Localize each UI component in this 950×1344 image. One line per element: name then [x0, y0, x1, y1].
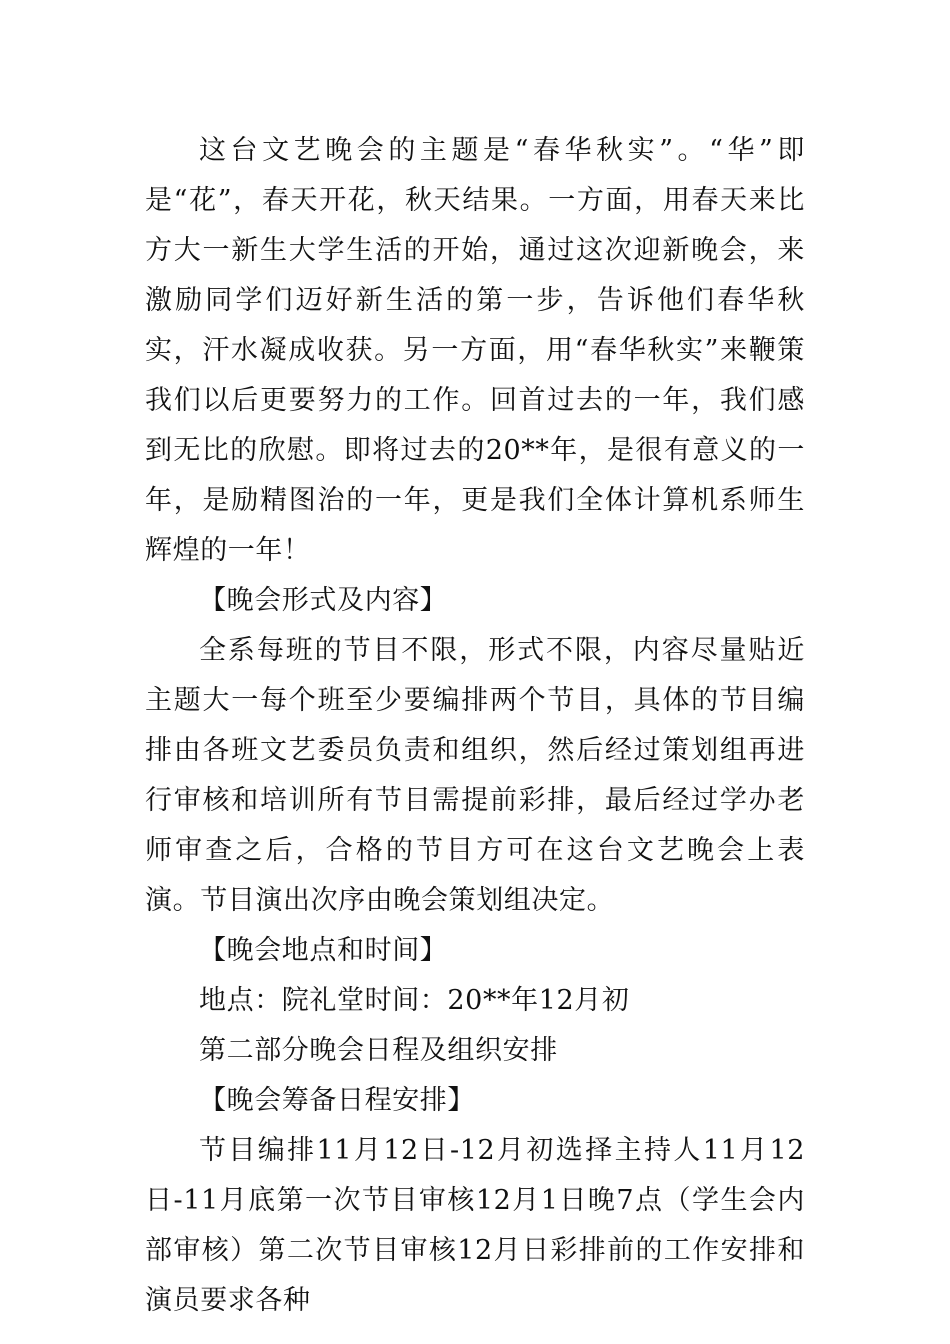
- venue-time-line: 地点：院礼堂时间：20**年12月初: [199, 985, 630, 1016]
- theme-paragraph: 这台文艺晚会的主题是“春华秋实”。“华”即是“花”，春天开花，秋天结果。一方面，用春天来比方大一新生大学生活的开始，通过这次迎新晚会，来激励同学们迈好新生活的第一步，告诉他们春华秋实，汗水凝成收获。另一方面，用“春华秋实”来鞭策我们以后更要努力的工作。回首过去的一年，我们感到无比的欣慰。即将过去的20**年，是很有意义的一年，是励精图治的一年，更是我们全体计算机系师生辉煌的一年！: [145, 135, 805, 566]
- schedule-paragraph: 节目编排11月12日-12月初选择主持人11月12日-11月底第一次节目审核12月1日晚7点（学生会内部审核）第二次节目审核12月日彩排前的工作安排和演员要求各种: [145, 1135, 805, 1316]
- format-paragraph: 全系每班的节目不限，形式不限，内容尽量贴近主题大一每个班至少要编排两个节目，具体的节目编排由各班文艺委员负责和组织，然后经过策划组再进行审核和培训所有节目需提前彩排，最后经过学办老师审查之后，合格的节目方可在这台文艺晚会上表演。节目演出次序由晚会策划组决定。: [145, 635, 805, 916]
- section-heading-venue: 【晚会地点和时间】: [199, 935, 448, 966]
- part-two-heading: 第二部分晚会日程及组织安排: [199, 1035, 558, 1066]
- section-heading-schedule: 【晚会筹备日程安排】: [199, 1085, 475, 1116]
- section-heading-format: 【晚会形式及内容】: [199, 585, 448, 616]
